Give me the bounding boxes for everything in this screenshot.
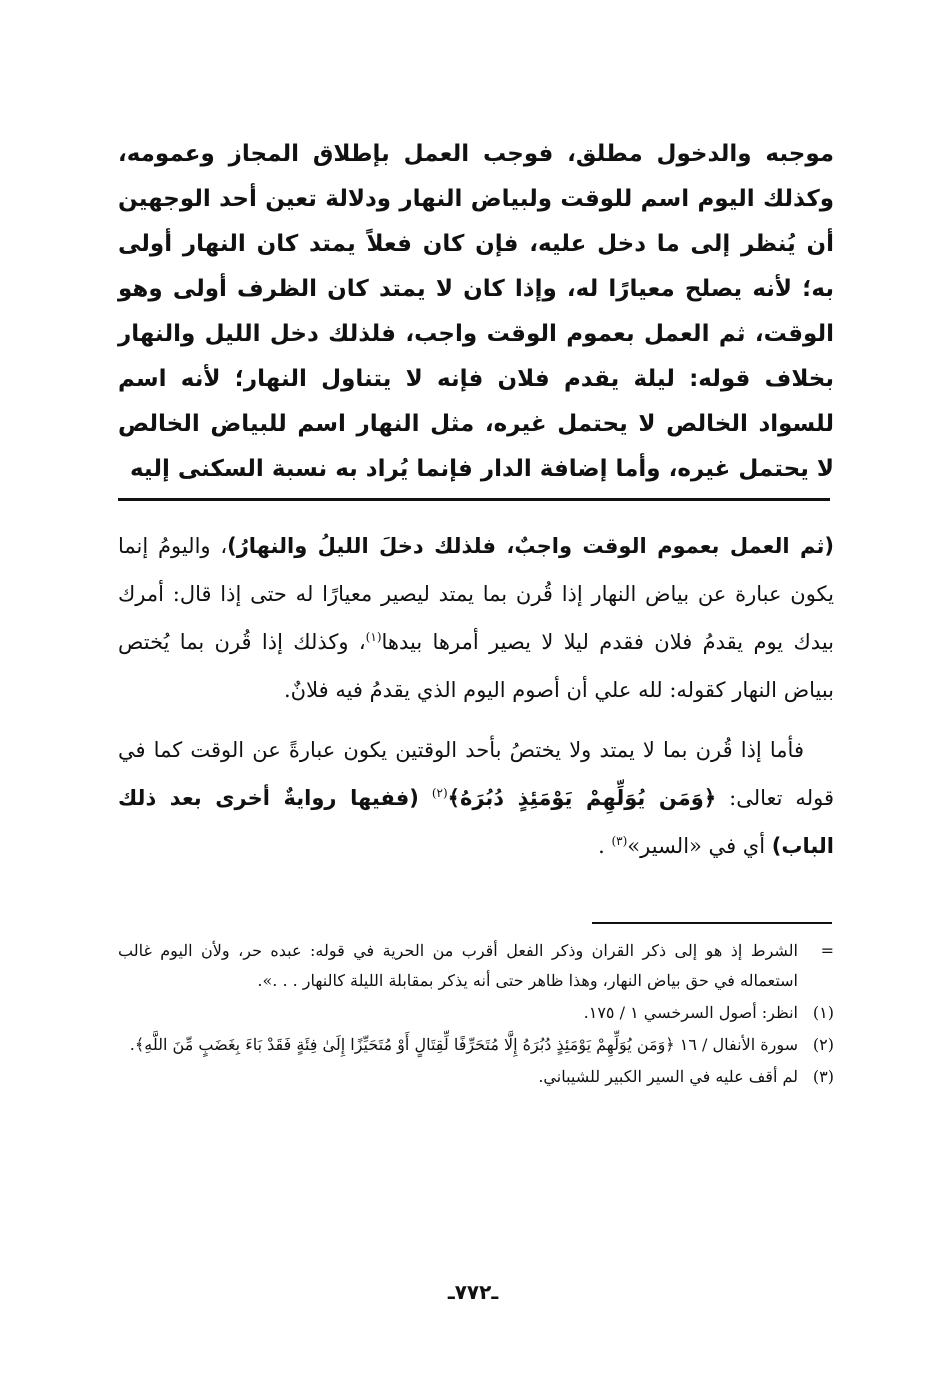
footnote-2 [118, 1030, 834, 1060]
section-divider [118, 498, 830, 501]
commentary-block [118, 522, 834, 870]
commentary-paragraph-1 [118, 522, 834, 714]
footnote-divider [592, 922, 832, 924]
footnote-text: انظر: أصول السرخسي ١ / ١٧٥. [583, 1003, 798, 1022]
quran-verse: ﴿وَمَن يُوَلِّهِمْ يَوْمَئِذٍ دُبُرَهُ﴾ [447, 786, 717, 810]
footnote-ref-2: (٢) [431, 786, 448, 800]
footnote-text: لم أقف عليه في السير الكبير للشيباني. [538, 1067, 798, 1086]
commentary-text: ، واليومُ إنما يكون عبارة عن بياض النهار إذا قُرن بما يمتد ليصير معيارًا له حتى إذا قال: أمرك بيدك يوم يقدمُ فلان فقدم ليلا لا يصير أمرها بيدها [118, 534, 834, 654]
footnote-text: الشرط إذ هو إلى ذكر القران وذكر الفعل أقرب من الحرية في قوله: عبده حر، ولأن اليوم غالب استعماله في حق بياض النهار، وهذا ظاهر حتى أنه يذكر بمقابلة الليلة كالنهار . . .». [118, 941, 799, 990]
footnote-marker: (١) [812, 1003, 834, 1022]
commentary-text: فأما إذا قُرن بما لا يمتد ولا يختصُ بأحد الوقتين يكون عبارةً عن الوقت كما في قوله تعالى: [118, 738, 834, 810]
footnote-ref-1: (١) [365, 630, 382, 644]
footnotes-block [118, 936, 834, 1094]
footnote-ref-3: (٣) [611, 834, 628, 848]
quoted-matn: (ففيها روايةٌ أخرى بعد ذلك الباب) [118, 786, 834, 858]
footnote-3 [118, 1062, 834, 1092]
footnote-marker: (٣) [812, 1067, 834, 1086]
footnote-1 [118, 998, 834, 1028]
main-text-paragraph: موجبه والدخول مطلق، فوجب العمل بإطلاق المجاز وعمومه، وكذلك اليوم اسم للوقت ولبياض النهار ودلالة تعين أحد الوجهين أن يُنظر إلى ما دخل عليه، فإن كان فعلاً يمتد كان النهار أولى به؛ لأنه يصلح معيارًا له، وإذا كان لا يمتد كان الظرف أولى وهو الوقت، ثم العمل بعموم الوقت واجب، فلذلك دخل الليل والنهار بخلاف قوله: ليلة يقدم فلان فإنه لا يتناول النهار؛ لأنه اسم للسواد الخالص لا يحتمل غيره، مثل النهار اسم للبياض الخالص لا يحتمل غيره، وأما إضافة الدار فإنما يُراد به نسبة السكنى إليه [118, 141, 834, 482]
footnote-marker: = [820, 941, 834, 960]
footnote-marker: (٢) [812, 1035, 834, 1054]
commentary-text: أي في «السير» [627, 834, 766, 858]
footnote-continuation [118, 936, 834, 996]
main-text-block [118, 132, 834, 492]
page-number: ـ٧٧٢ـ [447, 1280, 499, 1304]
quoted-matn: (ثم العمل بعموم الوقت واجبٌ، فلذلك دخلَ الليلُ والنهارُ) [227, 534, 834, 558]
commentary-text: . [598, 834, 605, 858]
commentary-text: ، وكذلك إذا قُرن بما يُختص ببياض النهار كقوله: لله علي أن أصوم اليوم الذي يقدمُ فيه فلانٌ. [118, 630, 834, 702]
commentary-paragraph-2 [118, 726, 834, 870]
footnote-text: سورة الأنفال / ١٦ ﴿وَمَن يُوَلِّهِمْ يَوْمَئِذٍ دُبُرَهُ إِلَّا مُتَحَرِّفًا لِّقِتَالٍ أَوْ مُتَحَيِّزًا إِلَىٰ فِئَةٍ فَقَدْ بَاءَ بِغَضَبٍ مِّنَ اللَّهِ﴾. [129, 1035, 798, 1054]
